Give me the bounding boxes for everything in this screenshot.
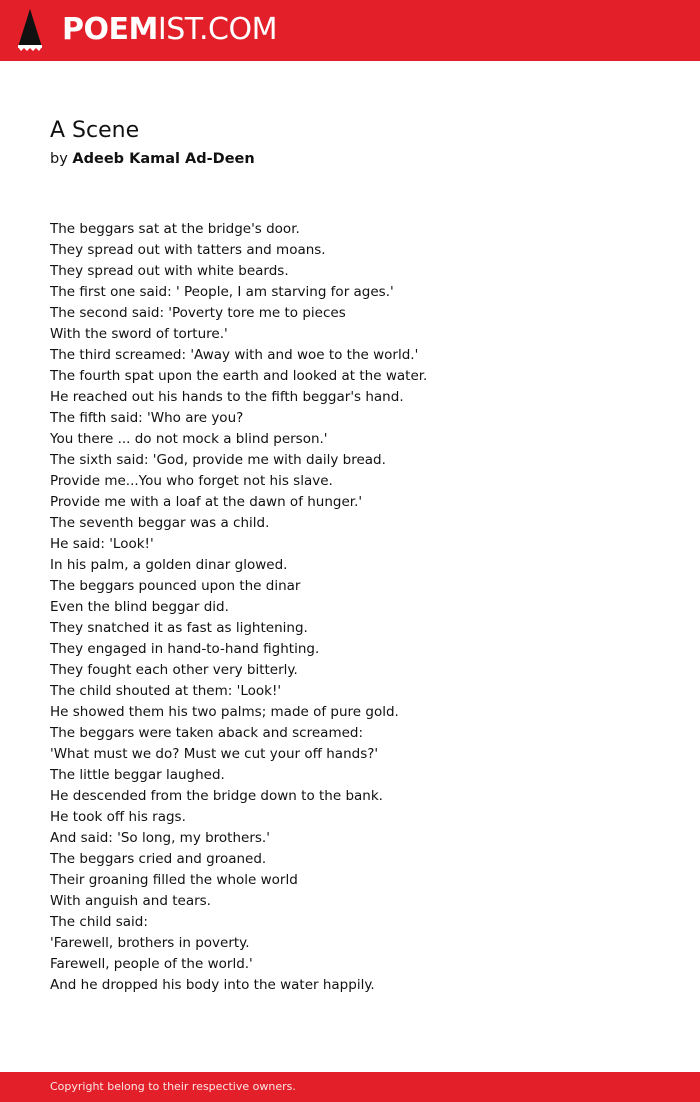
site-footer	[0, 1072, 700, 1102]
poem-line: They snatched it as fast as lightening.	[50, 620, 308, 636]
poem-line: Even the blind beggar did.	[50, 599, 229, 615]
copyright-text: Copyright belong to their respective owners.	[50, 1080, 296, 1093]
poem-line: The fourth spat upon the earth and looked at the water.	[50, 368, 428, 384]
by-label: by	[50, 151, 68, 167]
poem-line: The beggars were taken aback and screamed:	[50, 725, 364, 741]
poem-line: The child said:	[50, 914, 148, 930]
poem-line: He descended from the bridge down to the bank.	[50, 788, 383, 804]
poem-line: The beggars sat at the bridge's door.	[50, 221, 300, 237]
poem-line: The child shouted at them: 'Look!'	[50, 683, 282, 699]
site-header	[0, 0, 700, 61]
poem-line: The sixth said: 'God, provide me with daily bread.	[50, 452, 386, 468]
poem-line: The first one said: ' People, I am starving for ages.'	[50, 284, 394, 300]
poem-line: They spread out with white beards.	[50, 263, 289, 279]
poem-line: The fifth said: 'Who are you?	[50, 410, 244, 426]
brand-light-text: IST.COM	[157, 12, 277, 47]
poem-line: The third screamed: 'Away with and woe to the world.'	[50, 347, 419, 363]
poem-line: He said: 'Look!'	[50, 536, 154, 552]
poem-byline	[50, 149, 255, 169]
pencil-tip-icon[interactable]	[18, 9, 42, 51]
poem-line: They fought each other very bitterly.	[50, 662, 298, 678]
poem-line: You there ... do not mock a blind person.'	[50, 431, 328, 447]
poem-line: 'What must we do? Must we cut your off hands?'	[50, 746, 379, 762]
poem-line: He reached out his hands to the fifth beggar's hand.	[50, 389, 404, 405]
poem-author: Adeeb Kamal Ad-Deen	[72, 151, 255, 167]
poem-line: The second said: 'Poverty tore me to pieces	[50, 305, 346, 321]
poem-line: Provide me with a loaf at the dawn of hunger.'	[50, 494, 363, 510]
poem-line: And said: 'So long, my brothers.'	[50, 830, 270, 846]
poem-line: 'Farewell, brothers in poverty.	[50, 935, 250, 951]
poem-line: Their groaning filled the whole world	[50, 872, 298, 888]
poem-line: Farewell, people of the world.'	[50, 956, 253, 972]
poem-line: And he dropped his body into the water happily.	[50, 977, 375, 993]
brand-bold-text: POEM	[62, 12, 158, 47]
poem-line: Provide me...You who forget not his slave.	[50, 473, 333, 489]
poem-line: The beggars cried and groaned.	[50, 851, 267, 867]
poem-line: He showed them his two palms; made of pure gold.	[50, 704, 399, 720]
poem-line: The beggars pounced upon the dinar	[50, 578, 301, 594]
poem-line: With the sword of torture.'	[50, 326, 228, 342]
poem-line: In his palm, a golden dinar glowed.	[50, 557, 288, 573]
poem-line: With anguish and tears.	[50, 893, 211, 909]
poem-line: He took off his rags.	[50, 809, 186, 825]
site-logo-text[interactable]	[62, 12, 277, 48]
poem-body	[50, 219, 427, 996]
poem-line: They spread out with tatters and moans.	[50, 242, 326, 258]
poem-line: The little beggar laughed.	[50, 767, 225, 783]
poem-line: They engaged in hand-to-hand fighting.	[50, 641, 320, 657]
poem-title: A Scene	[50, 118, 140, 143]
poem-line: The seventh beggar was a child.	[50, 515, 270, 531]
